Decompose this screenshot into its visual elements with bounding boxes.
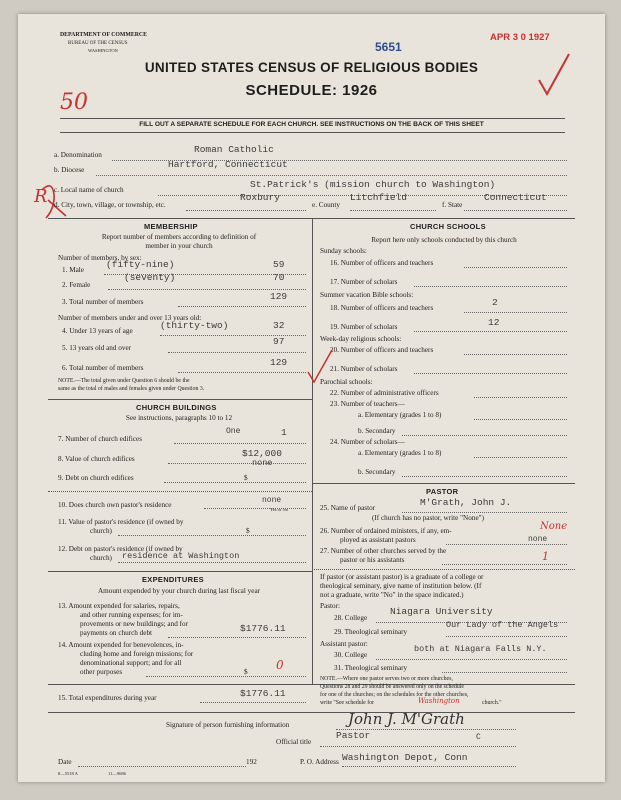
po-address-value: Washington Depot, Conn xyxy=(342,752,468,763)
membership-intro-1: Report number of members according to definition of xyxy=(101,233,257,241)
grad-line-1: If pastor (or assistant pastor) is a graduate of a college or xyxy=(320,573,484,581)
q9-label: 9. Debt on church edifices xyxy=(58,474,134,482)
diocese-value: Hartford, Connecticut xyxy=(168,159,288,170)
q25-label: 25. Name of pastor xyxy=(320,504,376,512)
schools-title: CHURCH SCHOOLS xyxy=(410,222,486,231)
grad-line-3: not a graduate, write "No" in the space indicated.) xyxy=(320,591,464,599)
q27-value: none xyxy=(528,535,548,544)
official-title-label: Official title xyxy=(276,738,312,746)
instructions-line: FILL OUT A SEPARATE SCHEDULE FOR EACH CHURCH. SEE INSTRUCTIONS ON THE BACK OF THIS SHEET xyxy=(139,121,484,128)
form-subtitle: SCHEDULE: 1926 xyxy=(245,82,378,99)
church-name-label: c. Local name of church xyxy=(54,186,124,194)
expenditures-title: EXPENDITURES xyxy=(142,575,204,584)
q14-value: 0 xyxy=(276,658,284,672)
q17-label: 17. Number of scholars xyxy=(330,278,398,286)
q15-value: $1776.11 xyxy=(240,688,286,699)
pastor-note-4: write "See schedule for xyxy=(320,700,375,706)
membership-note-1: NOTE.—The total given under Question 6 should be the xyxy=(58,378,190,384)
q4-label: 4. Under 13 years of age xyxy=(62,327,133,335)
q20-label: 20. Number of officers and teachers xyxy=(330,346,434,354)
pastor-note-hand: Washington xyxy=(418,697,460,705)
q31-label: 31. Theological seminary xyxy=(334,664,408,672)
membership-title: MEMBERSHIP xyxy=(144,222,198,231)
q27-hand: 1 xyxy=(542,550,549,563)
q18-label: 18. Number of officers and teachers xyxy=(330,304,434,312)
q28-label: 28. College xyxy=(334,614,368,622)
q13-line-4: payments on church debt xyxy=(80,629,153,637)
q14-line-1: 14. Amount expended for benevolences, in- xyxy=(58,641,184,649)
form-number: 8—5518 A xyxy=(58,771,78,776)
pastor-note-2: Questions 28 and 29 should be answered only on the schedule xyxy=(320,684,464,690)
signature-value: John J. M'Grath xyxy=(348,710,465,728)
pastor-note-3: for one of the churches; on the schedules for the other churches, xyxy=(320,692,469,698)
q11-label-2: church) xyxy=(90,527,112,535)
q23b-label: b. Secondary xyxy=(358,427,396,435)
dept-label: DEPARTMENT OF COMMERCE xyxy=(60,32,147,38)
county-label: e. County xyxy=(312,201,340,209)
check-mark-icon xyxy=(304,348,334,388)
pastor-note-1: NOTE.—Where one pastor serves two or more churches, xyxy=(320,676,453,682)
q6-label: 6. Total number of members xyxy=(62,364,144,372)
po-address-label: P. O. Address xyxy=(300,758,339,766)
q29-value: Our Lady of the Angels xyxy=(446,620,559,630)
city-field-label: d. City, town, village, or township, etc. xyxy=(54,201,166,209)
q27-line-2: pastor or his assistants xyxy=(340,556,405,564)
date-year: 192 xyxy=(246,758,257,766)
date-label: Date xyxy=(58,758,72,766)
q27-line-1: 27. Number of other churches served by the xyxy=(320,547,447,555)
state-value: Connecticut xyxy=(484,192,547,203)
received-date-stamp: APR 3 0 1927 xyxy=(490,32,550,43)
q7-typed: One xyxy=(226,427,241,436)
q11-label-1: 11. Value of pastor's residence (if owned by xyxy=(58,518,184,526)
grad-line-2: theological seminary, give name of institution below. (If xyxy=(320,582,482,590)
by-sex-label: Number of members, by sex: xyxy=(58,254,142,262)
q19-label: 19. Number of scholars xyxy=(330,323,398,331)
census-schedule-sheet xyxy=(18,14,605,782)
buildings-intro: See instructions, paragraphs 10 to 12 xyxy=(125,414,233,422)
official-title-c: C xyxy=(476,733,481,742)
q14-line-3: denominational support; and for all xyxy=(80,659,182,667)
pastor-note-5: church." xyxy=(482,700,502,706)
q9-value: none xyxy=(252,458,273,468)
sunday-schools-label: Sunday schools: xyxy=(320,247,367,255)
q3-value: 129 xyxy=(270,291,288,302)
q28-value: Niagara University xyxy=(390,606,493,617)
q10-value: none xyxy=(262,496,282,505)
q13-line-1: 13. Amount expended for salaries, repairs, xyxy=(58,602,180,610)
q8-value: $12,000 xyxy=(242,448,282,459)
handwritten-number: 50 xyxy=(60,90,88,115)
q25-value: M'Grath, John J. xyxy=(420,497,512,508)
q5-value: 97 xyxy=(273,336,285,347)
q16-label: 16. Number of officers and teachers xyxy=(330,259,434,267)
q2-value: 70 xyxy=(273,272,285,283)
q8-label: 8. Value of church edifices xyxy=(58,455,135,463)
q7-label: 7. Number of church edifices xyxy=(58,435,143,443)
q24-label: 24. Number of scholars— xyxy=(330,438,405,446)
q1-label: 1. Male xyxy=(62,266,84,274)
q21-label: 21. Number of scholars xyxy=(330,365,398,373)
q26-value: None xyxy=(540,521,568,532)
weekday-schools-label: Week-day religious schools: xyxy=(320,335,402,343)
pastor-subhead: Pastor: xyxy=(320,602,340,610)
q2-words: (seventy) xyxy=(124,272,176,283)
q23a-label: a. Elementary (grades 1 to 8) xyxy=(358,411,442,419)
q1-words: (fifty-nine) xyxy=(106,259,175,270)
q25-note: (If church has no pastor, write "None") xyxy=(372,514,484,522)
city-label: WASHINGTON xyxy=(88,48,118,53)
q1-value: 59 xyxy=(273,259,285,270)
q4-words: (thirty-two) xyxy=(160,320,229,331)
q14-line-4: other purposes xyxy=(80,668,123,676)
yes-no-hint: Yes or No xyxy=(270,507,289,512)
parochial-schools-label: Parochial schools: xyxy=(320,378,373,386)
margin-initial: R xyxy=(34,186,48,207)
q2-label: 2. Female xyxy=(62,281,91,289)
q5-label: 5. 13 years old and over xyxy=(62,344,132,352)
q4-value: 32 xyxy=(273,320,285,331)
q6-value: 129 xyxy=(270,357,288,368)
q19-value: 12 xyxy=(488,317,500,328)
membership-note-2: same as the total of males and females given under Question 3. xyxy=(58,386,205,392)
q11-dollar: $ xyxy=(246,527,250,535)
q13-line-3: provements or new buildings; and for xyxy=(80,620,188,628)
q24b-label: b. Secondary xyxy=(358,468,396,476)
city-field-value: Roxbury xyxy=(240,192,280,203)
pastor-title: PASTOR xyxy=(426,487,459,496)
q7-value: 1 xyxy=(281,427,287,438)
expenditures-intro: Amount expended by your church during last fiscal year xyxy=(97,587,261,595)
denomination-value: Roman Catholic xyxy=(194,144,274,155)
q12-value: residence at Washington xyxy=(122,551,240,561)
county-value: Litchfield xyxy=(350,192,408,203)
signature-label: Signature of person furnishing information xyxy=(166,721,290,729)
form-title: UNITED STATES CENSUS OF RELIGIOUS BODIES xyxy=(144,60,479,75)
bureau-label: BUREAU OF THE CENSUS xyxy=(68,41,128,46)
official-title-value: Pastor xyxy=(336,730,371,741)
print-number: 11—9686 xyxy=(108,771,126,776)
q23-label: 23. Number of teachers— xyxy=(330,400,405,408)
schools-intro: Report here only schools conducted by this church xyxy=(371,236,517,244)
q26-line-1: 26. Number of ordained ministers, if any, em- xyxy=(320,527,452,535)
church-name-value: St.Patrick's (mission church to Washington) xyxy=(250,179,496,190)
q15-label: 15. Total expenditures during year xyxy=(58,694,157,702)
q13-line-2: and other running expenses; for im- xyxy=(80,611,183,619)
q24a-label: a. Elementary (grades 1 to 8) xyxy=(358,449,442,457)
buildings-title: CHURCH BUILDINGS xyxy=(136,403,217,412)
age-intro-label: Number of members under and over 13 years old: xyxy=(58,314,202,322)
q26-line-2: ployed as assistant pastors xyxy=(340,536,416,544)
q12-label-1: 12. Debt on pastor's residence (if owned by xyxy=(58,545,183,553)
schedule-number: 5651 xyxy=(375,40,402,54)
q9-dollar: $ xyxy=(244,474,248,482)
q18-value: 2 xyxy=(492,297,498,308)
q14-dollar: $ xyxy=(244,668,248,676)
q12-label-2: church) xyxy=(90,554,112,562)
membership-intro-2: member in your church xyxy=(145,242,213,250)
diocese-label: b. Diocese xyxy=(54,166,85,174)
q14-line-2: cluding home and foreign missions; for xyxy=(80,650,194,658)
q22-label: 22. Number of administrative officers xyxy=(330,389,439,397)
q3-label: 3. Total number of members xyxy=(62,298,144,306)
assistant-subhead: Assistant pastor: xyxy=(320,640,368,648)
q30-value: both at Niagara Falls N.Y. xyxy=(414,644,547,654)
q30-label: 30. College xyxy=(334,651,368,659)
denomination-label: a. Denomination xyxy=(54,151,102,159)
vacation-schools-label: Summer vacation Bible schools: xyxy=(320,291,414,299)
q10-label: 10. Does church own pastor's residence xyxy=(58,501,172,509)
state-label: f. State xyxy=(442,201,463,209)
q29-label: 29. Theological seminary xyxy=(334,628,408,636)
q13-value: $1776.11 xyxy=(240,623,286,634)
